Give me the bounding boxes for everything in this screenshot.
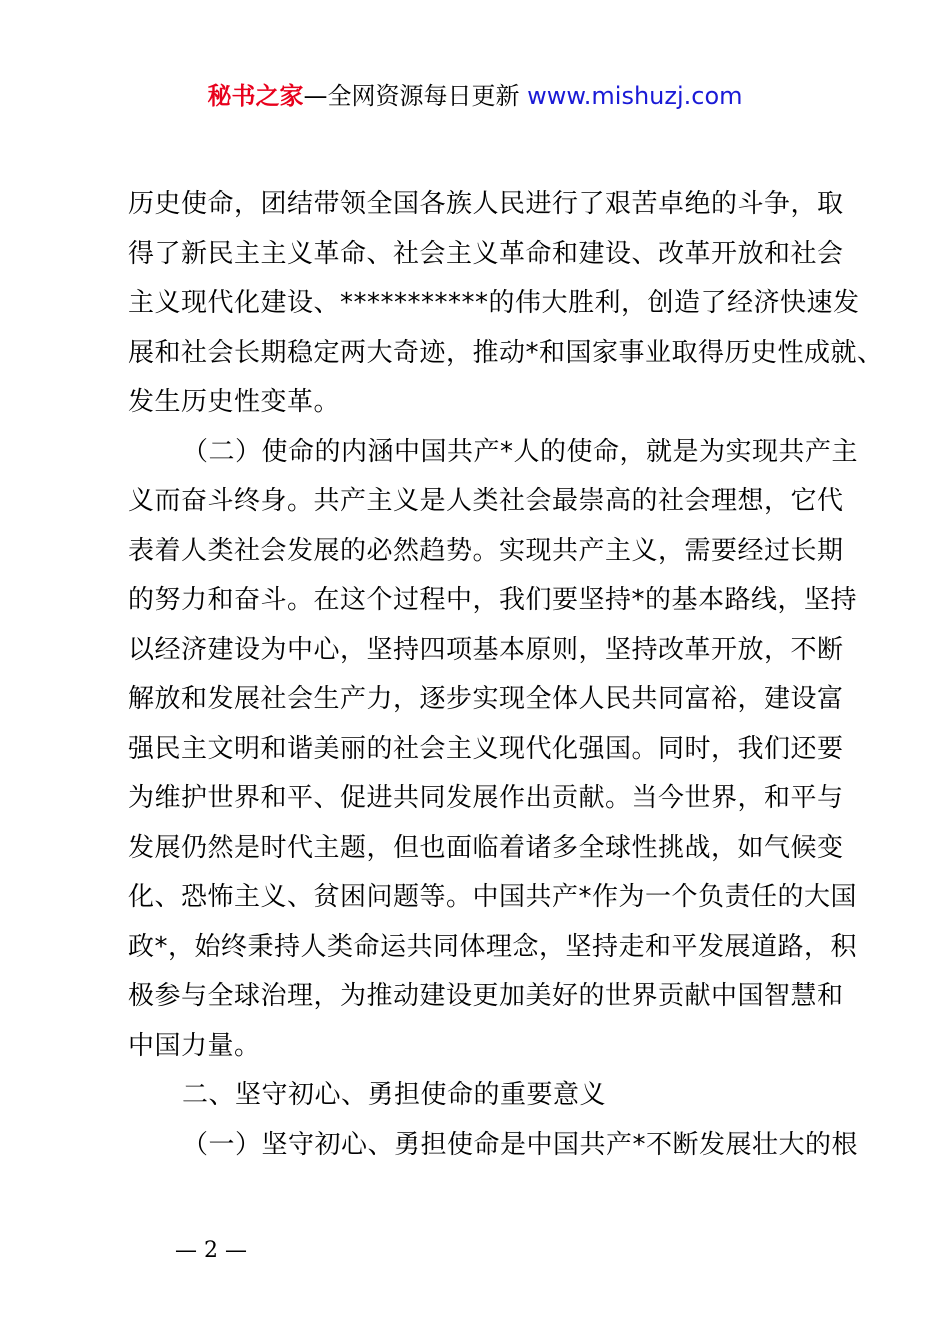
page-number: — 2 — <box>175 1238 247 1263</box>
text-line: 的努力和奋斗。在这个过程中，我们要坚持*的基本路线，坚持 <box>128 585 858 615</box>
text-line: 发展仍然是时代主题，但也面临着诸多全球性挑战，如气候变 <box>128 832 844 863</box>
text-line: 为维护世界和平、促进共同发展作出贡献。当今世界，和平与 <box>128 783 844 813</box>
text-line: 以经济建设为中心，坚持四项基本原则，坚持改革开放，不断 <box>128 634 844 665</box>
text-line: 政*，始终秉持人类命运共同体理念，坚持走和平发展道路，积 <box>128 931 858 962</box>
text-line: 表着人类社会发展的必然趋势。实现共产主义，需要经过长期 <box>128 535 844 566</box>
text-line: 强民主文明和谐美丽的社会主义现代化强国。同时，我们还要 <box>128 733 844 764</box>
document-body <box>128 180 884 1170</box>
section-heading-significance: 二、坚守初心、勇担使命的重要意义 <box>182 1080 607 1110</box>
paragraph-heading-mission: （二）使命的内涵中国共产*人的使命，就是为实现共产主 <box>182 436 859 467</box>
text-line: 义而奋斗终身。共产主义是人类社会最崇高的社会理想，它代 <box>128 486 844 516</box>
text-line: 化、恐怖主义、贫困问题等。中国共产*作为一个负责任的大国 <box>128 882 858 912</box>
site-header <box>0 80 950 112</box>
site-tagline: —全网资源每日更新 <box>303 82 520 110</box>
text-line: 解放和发展社会生产力，逐步实现全体人民共同富裕，建设富 <box>128 684 844 714</box>
text-line: 极参与全球治理，为推动建设更加美好的世界贡献中国智慧和 <box>128 981 844 1011</box>
text-line: 发生历史性变革。 <box>128 387 341 417</box>
text-line: 展和社会长期稳定两大奇迹，推动*和国家事业取得历史性成就、 <box>128 337 884 368</box>
brand-name: 秘书之家 <box>207 82 304 110</box>
text-line: 中国力量。 <box>128 1030 261 1061</box>
subsection-heading: （一）坚守初心、勇担使命是中国共产*不断发展壮大的根 <box>182 1129 859 1160</box>
text-line: 历史使命，团结带领全国各族人民进行了艰苦卓绝的斗争，取 <box>128 189 844 219</box>
text-line: 主义现代化建设、***********的伟大胜利，创造了经济快速发 <box>128 288 860 318</box>
site-url-link[interactable]: www.mishuzj.com <box>527 82 743 110</box>
text-line: 得了新民主主义革命、社会主义革命和建设、改革开放和社会 <box>128 238 844 269</box>
